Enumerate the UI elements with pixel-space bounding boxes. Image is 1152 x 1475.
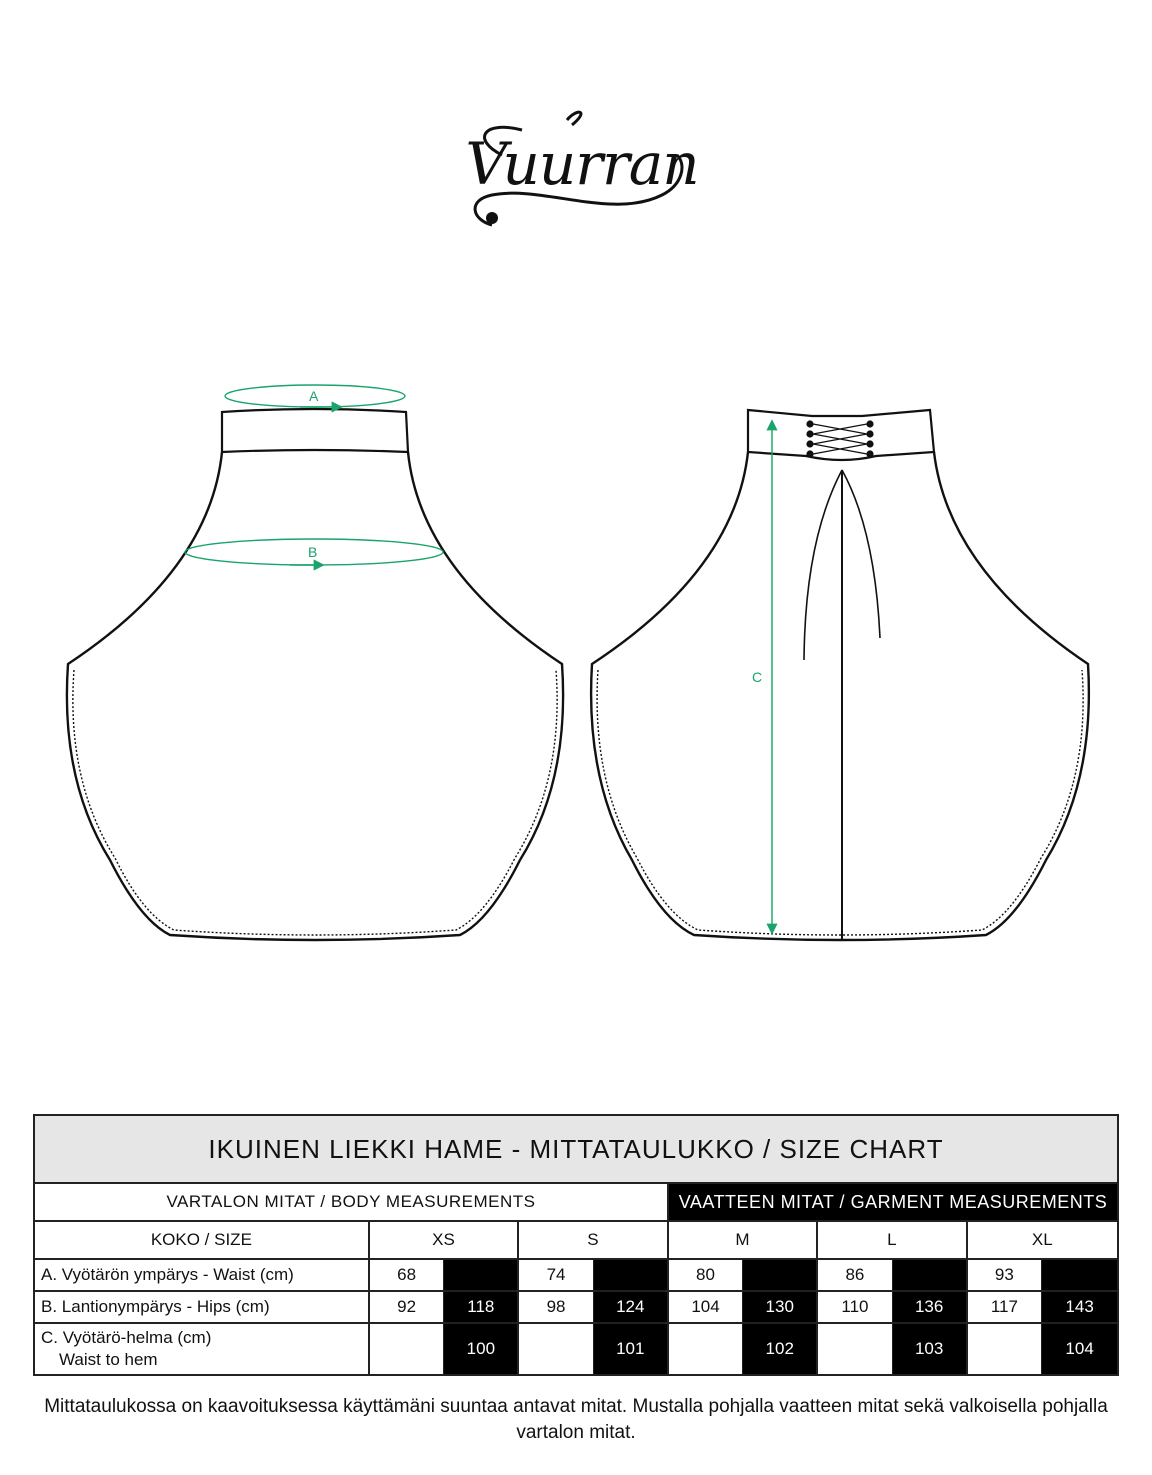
garment-value: 103 — [893, 1324, 968, 1374]
size-s: S — [519, 1222, 668, 1258]
garment-value: 130 — [743, 1292, 818, 1322]
size-l: L — [818, 1222, 967, 1258]
body-value: 104 — [669, 1292, 744, 1322]
measure-label-a: A — [309, 388, 319, 404]
body-measurements-header: VARTALON MITAT / BODY MEASUREMENTS — [35, 1184, 669, 1220]
logo-wordmark: Vuurran — [465, 130, 699, 198]
garment-value: 100 — [444, 1324, 519, 1374]
size-xl: XL — [1031, 1230, 1053, 1249]
size-label: KOKO / SIZE — [35, 1222, 370, 1258]
measure-label-c: C — [752, 669, 763, 685]
table-row-hips — [35, 1292, 1117, 1324]
brand-logo — [462, 100, 702, 250]
garment-value: 124 — [594, 1292, 669, 1322]
body-value — [370, 1324, 445, 1374]
body-value: 93 — [968, 1260, 1043, 1290]
row-label-length — [35, 1324, 370, 1374]
table-row-waist — [35, 1260, 1117, 1292]
section-header-row — [35, 1184, 1117, 1222]
garment-value — [743, 1260, 818, 1290]
body-value — [669, 1324, 744, 1374]
chart-title: IKUINEN LIEKKI HAME - MITTATAULUKKO / SIZE CHART — [35, 1116, 1117, 1184]
body-value: 117 — [968, 1292, 1043, 1322]
garment-value: 143 — [1042, 1292, 1117, 1322]
garment-value: 101 — [594, 1324, 669, 1374]
garment-value: 102 — [743, 1324, 818, 1374]
row-label-length-en: Waist to hem — [59, 1350, 158, 1369]
body-value — [818, 1324, 893, 1374]
size-chart-table — [33, 1114, 1119, 1376]
skirt-front-view — [67, 385, 563, 940]
garment-value: 104 — [1042, 1324, 1117, 1374]
body-value: 86 — [818, 1260, 893, 1290]
garment-value — [893, 1260, 968, 1290]
size-m: M — [669, 1222, 818, 1258]
footnote: Mittataulukossa on kaavoituksessa käyttämäni suuntaa antavat mitat. Mustalla pohjalla vaatteen mitat sekä valkoisella pohjalla vartalon mitat. — [44, 1396, 1108, 1443]
garment-value: 136 — [893, 1292, 968, 1322]
garment-value: 118 — [444, 1292, 519, 1322]
body-value: 98 — [519, 1292, 594, 1322]
body-value — [968, 1324, 1043, 1374]
body-value — [519, 1324, 594, 1374]
garment-value — [594, 1260, 669, 1290]
skirt-back-view — [591, 410, 1089, 940]
body-value: 74 — [519, 1260, 594, 1290]
measure-label-b: B — [308, 544, 318, 560]
body-value: 92 — [370, 1292, 445, 1322]
row-label-hips: B. Lantionympärys - Hips (cm) — [35, 1292, 370, 1322]
garment-value — [444, 1260, 519, 1290]
body-value: 68 — [370, 1260, 445, 1290]
garment-value — [1042, 1260, 1117, 1290]
table-row-length — [35, 1324, 1117, 1374]
garment-measurements-header: VAATTEEN MITAT / GARMENT MEASUREMENTS — [669, 1184, 1117, 1220]
body-value: 80 — [669, 1260, 744, 1290]
row-label-waist: A. Vyötärön ympärys - Waist (cm) — [35, 1260, 370, 1290]
size-header-row — [35, 1222, 1117, 1260]
garment-technical-drawing — [0, 360, 1152, 960]
size-xs: XS — [370, 1222, 519, 1258]
row-label-length-fi: C. Vyötärö-helma (cm) — [41, 1328, 212, 1347]
body-value: 110 — [818, 1292, 893, 1322]
